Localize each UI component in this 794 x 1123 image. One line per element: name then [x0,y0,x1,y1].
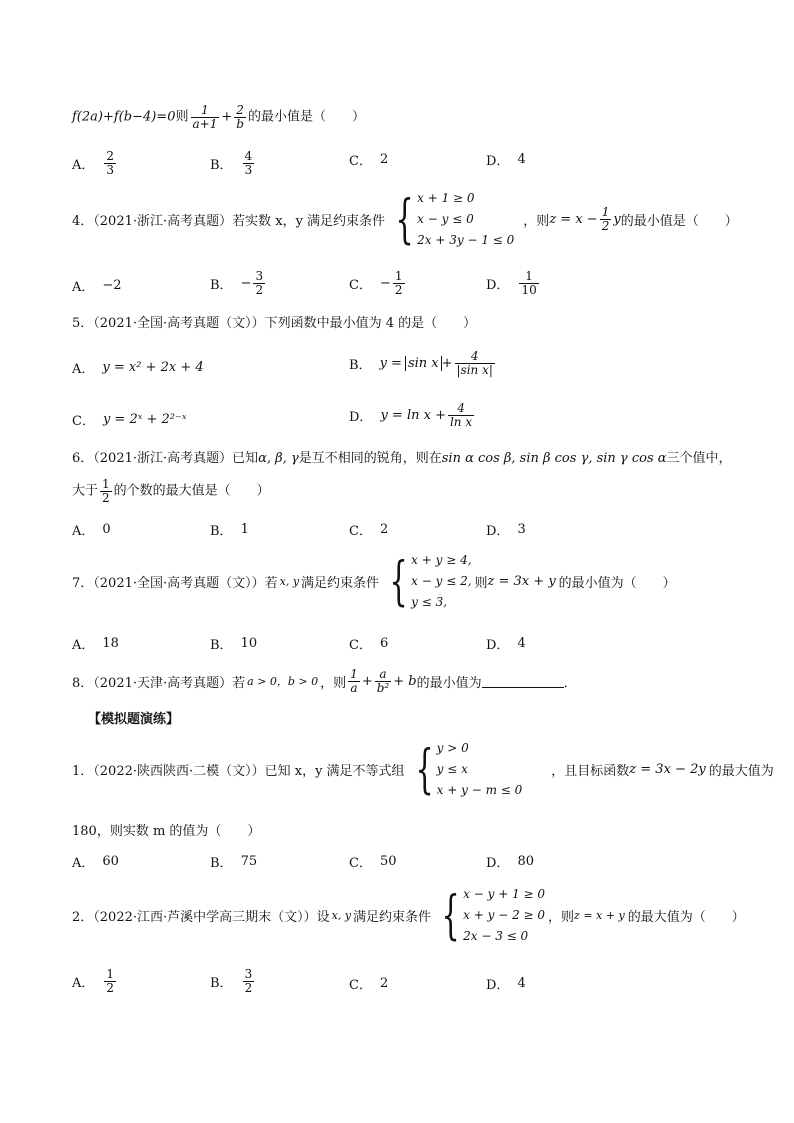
plus-sign: + [361,673,373,689]
q4-mid: ，则 [523,214,550,229]
constraint-row: x + y − m ≤ 0 [436,783,523,797]
m1-option-c[interactable] [349,852,397,871]
m2-text: 的最大值为（ ） [627,910,745,925]
option-label: C． [349,154,372,169]
option-value: 50 [379,854,397,869]
option-expr: y = x² + 2x + 4 [102,360,204,375]
option-value: −2 [102,278,122,293]
m1-stem [72,738,774,801]
q3-option-a[interactable] [72,150,118,176]
q7-expr: z = 3x + y [487,574,556,589]
constraint-row: 2x − 3 ≤ 0 [463,929,529,943]
q6-frac [100,478,112,504]
q4-constraint-system [388,188,514,251]
option-label: A． [72,975,95,991]
option-label: A． [72,638,95,653]
constraint-row: x − y ≤ 0 [417,212,474,226]
option-label: C． [349,856,372,871]
q4-option-b[interactable] [210,270,267,296]
q7-text: 则 [474,576,488,591]
q6-option-d[interactable] [486,520,526,539]
q4-prefix: 4．（2021·浙江·高考真题）若实数 x，y 满足约束条件 [72,214,386,229]
q3-option-b[interactable] [210,150,256,176]
q3-option-d[interactable] [486,150,526,169]
frac-den: 3 [244,162,253,177]
frac-den: ln x [449,414,473,429]
q6-option-b[interactable] [210,520,249,539]
q5-option-d[interactable] [349,402,476,428]
option-value: 1 [240,522,249,537]
q4-options [72,269,732,297]
q6-trig: sin α cos β, sin β cos γ, sin γ cos α [441,451,667,466]
m2-text: 满足约束条件 [353,910,432,925]
q3-expr-lead: f(2a)+f(b−4)=0 [72,109,176,125]
q8-frac-1 [348,668,360,694]
q6-text: 三个值中， [666,451,732,466]
q8-stem [72,668,577,694]
constraint-row: 2x + 3y − 1 ≤ 0 [417,233,515,247]
option-label: D． [486,524,510,539]
option-value: 0 [102,522,111,537]
option-expr: y = 2ˣ + 2²⁻ˣ [102,412,187,427]
option-label: B． [210,975,233,991]
q6-text: 6．（2021·浙江·高考真题）已知 [72,451,259,466]
option-frac [104,150,116,176]
frac-num: 1 [525,269,533,283]
q7-stem [72,550,676,613]
option-label: B． [210,157,233,173]
m2-option-b[interactable] [210,968,256,994]
q8-end: ． [563,675,577,691]
m1-text: 1．（2022·陕西陕西·二模（文））已知 x，y 满足不等式组 [72,764,405,779]
constraint-row: y > 0 [436,741,469,755]
option-value: 3 [517,522,526,537]
m1-option-d[interactable] [486,852,534,871]
option-value: 2 [379,522,389,537]
option-label: B． [349,357,372,373]
constraint-row: x − y + 1 ≥ 0 [463,887,546,901]
option-frac [448,402,474,428]
option-label: B． [210,856,233,871]
m1-option-b[interactable] [210,852,257,871]
constraint-row: x + y ≥ 4, [411,553,472,567]
option-value: 6 [379,636,389,651]
option-label: C． [349,638,372,653]
constraint-row: y ≤ x [436,762,468,776]
option-sign: − [379,275,391,291]
q5-option-a[interactable] [72,358,204,377]
option-frac [253,270,265,296]
option-expr: y = [379,355,402,371]
frac-den: 2 [106,980,115,995]
q8-text: ，则 [320,675,347,691]
constraint-row: x + y − 2 ≥ 0 [463,908,546,922]
q8-text: 的最小值为 [416,675,482,691]
option-label: A． [72,280,95,295]
option-value: 4 [517,976,526,991]
frac-den: 2 [601,219,610,233]
q5-option-b[interactable] [349,350,497,376]
m2-text: 2．（2022·江西·芦溪中学高三期末（文））设 [72,910,330,925]
constraint-row: x + 1 ≥ 0 [417,191,475,205]
option-label: D． [486,978,510,993]
q7-option-d[interactable] [486,634,526,653]
m2-vars: x, y [331,909,352,922]
q6-text: 的个数的最大值是（ ） [113,483,270,499]
q7-option-b[interactable] [210,634,257,653]
q7-vars: x, y [279,575,300,588]
left-brace-icon: { [389,551,408,612]
m1-constraint-system [408,738,523,801]
frac-den: 3 [106,162,115,177]
q6-option-c[interactable] [349,520,388,539]
option-label: D． [486,856,510,871]
m1-stem-line2: 180，则实数 m 的值为（ ） [72,824,261,839]
option-frac [104,968,116,994]
frac-num: a [379,667,387,681]
m1-expr: z = 3x − 2y [629,762,706,777]
option-value: 10 [240,636,258,651]
option-label: B． [210,524,233,539]
q3-text-tail: 的最小值是（ ） [247,109,365,125]
q5-options-cd [72,402,732,436]
option-value: 4 [517,636,526,651]
q8-tail: + b [393,673,417,689]
option-label: D． [349,409,373,425]
option-sign: − [240,275,252,291]
q7-text: 的最小值为（ ） [558,576,676,591]
option-label: D． [486,638,510,653]
frac-num: 1 [394,269,403,283]
frac-den: 10 [521,282,537,297]
section-title: 【模拟题演练】 [88,712,180,727]
option-label: C． [72,414,95,429]
q7-options [72,634,732,654]
frac-den: 2 [394,282,403,297]
option-value: 18 [102,636,119,651]
q6-options [72,520,732,540]
q3-frac-1-num: 1 [201,103,209,117]
frac-num: 1 [102,477,110,491]
option-value: 2 [379,976,389,991]
q3-frac-1-den: a+1 [192,116,218,131]
m1-options [72,852,732,872]
option-label: C． [349,978,372,993]
option-label: C． [349,524,372,539]
q4-suffix: 的最小值是（ ） [620,214,738,229]
constraint-row: y ≤ 3, [411,595,448,609]
option-label: B． [210,638,233,653]
q6-text: 大于 [72,483,99,499]
m1-option-a[interactable] [72,852,119,871]
q3-stem [72,104,365,130]
q5-stem: 5．（2021·全国·高考真题（文））下列函数中最小值为 4 的是（ ） [72,316,477,331]
frac-den: 2 [244,980,253,995]
m2-constraint-system [434,884,545,947]
q6-text: 是互不相同的锐角，则在 [298,451,442,466]
option-label: C． [349,277,372,293]
m2-option-a[interactable] [72,968,118,994]
option-expr: y = ln x + [380,407,446,423]
answer-blank[interactable] [482,675,564,688]
option-value: 4 [517,152,526,167]
option-frac [243,150,255,176]
frac-num: 1 [350,667,358,681]
m2-text: ，则 [548,910,575,925]
option-frac [243,968,255,994]
abs-expr: sin x [405,356,442,371]
option-value: 2 [379,152,389,167]
q4-stem [72,188,738,251]
q7-constraint-system [382,550,471,613]
frac-num: 4 [244,149,253,163]
option-value: 80 [517,854,534,869]
m1-text: ，且目标函数 [551,764,630,779]
q4-expr-a: z = x − [549,212,598,227]
m2-option-d[interactable] [486,974,526,993]
frac-num: 1 [106,967,115,981]
frac-num: 3 [244,967,253,981]
q3-text-mid: 则 [175,109,189,125]
option-label: A． [72,856,95,871]
option-label: B． [210,277,233,293]
q7-text: 7．（2021·全国·高考真题（文））若 [72,576,278,591]
option-label: A． [72,157,95,173]
option-label: D． [486,154,510,169]
frac-den: a [350,680,358,695]
option-label: A． [72,362,95,377]
m2-options [72,967,732,995]
frac-den: b² [376,680,390,695]
frac-num: 2 [106,149,115,163]
q3-plus: + [221,109,233,125]
q8-text: 8．（2021·天津·高考真题）若 [72,675,246,691]
option-frac [393,270,405,296]
q3-frac-2-den: b [236,116,244,131]
q3-frac-2 [234,104,246,130]
q5-option-c[interactable] [72,410,186,429]
frac-den: 2 [255,282,264,297]
q7-option-a[interactable] [72,634,119,653]
frac-den: 2 [102,490,110,505]
q8-cond: a > 0，b > 0 [247,675,319,689]
q3-option-c[interactable] [349,150,388,169]
m2-option-c[interactable] [349,974,388,993]
m2-expr: z = x + y [574,909,625,922]
q8-frac-2 [375,668,392,694]
constraint-row: x − y ≤ 2, [411,574,472,588]
q4-frac [600,206,612,232]
option-label: D． [486,277,510,293]
q6-stem-line2 [72,478,270,504]
frac-den: |sin x| [456,362,493,377]
left-brace-icon: { [441,885,460,946]
frac-num: 3 [255,269,264,283]
q4-option-d[interactable] [486,270,541,296]
q7-text: 满足约束条件 [301,576,380,591]
q3-options [72,149,732,177]
option-frac [455,350,495,376]
q6-stem-line1 [72,447,732,466]
q5-options-ab [72,350,732,384]
q4-option-a[interactable] [72,276,122,295]
option-label: A． [72,524,95,539]
option-value: 60 [102,854,119,869]
option-value: 75 [240,854,258,869]
m2-stem [72,884,745,947]
plus-sign: + [441,355,453,371]
q6-greek: α, β, γ [258,451,299,466]
left-brace-icon: { [415,739,434,800]
q4-expr-b: y [613,212,621,227]
frac-num: 1 [601,205,610,220]
q6-option-a[interactable] [72,520,111,539]
q4-option-c[interactable] [349,270,407,296]
left-brace-icon: { [395,189,414,250]
q3-frac-1 [191,104,220,130]
q3-frac-2-num: 2 [236,103,244,117]
frac-num: 4 [457,401,465,415]
option-frac [519,270,538,296]
m1-text: 的最大值为 [708,764,774,779]
q7-option-c[interactable] [349,634,388,653]
frac-num: 4 [470,349,479,363]
